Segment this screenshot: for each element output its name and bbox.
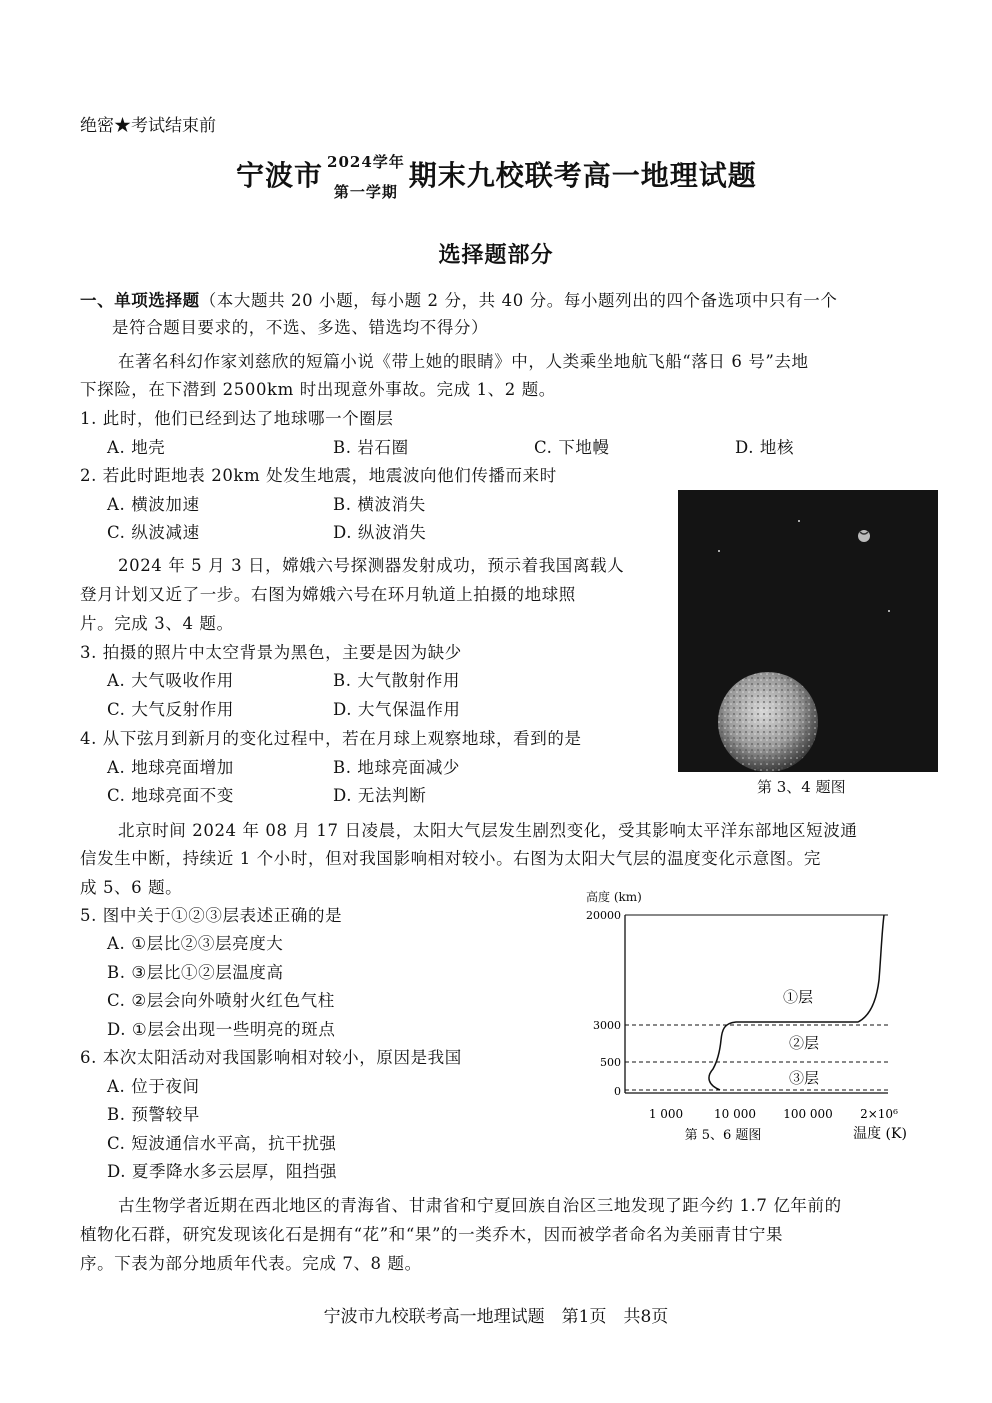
chart-xlabel: 温度 (K) [853,1126,907,1142]
passage4-line3: 序。下表为部分地质年代表。完成 7、8 题。 [80,1254,422,1273]
passage3-line1: 北京时间 2024 年 08 月 17 日凌晨，太阳大气层发生剧烈变化，受其影响太平洋东部地区短波通 [118,821,858,840]
q1-option-a: A. 地壳 [107,438,166,457]
y-tick-label: 500 [600,1056,621,1069]
photo-caption: 第 3、4 题图 [757,778,846,796]
solar-atmosphere-chart [568,885,928,1145]
x-tick-label: 10 000 [714,1107,756,1121]
layer-label-2: ②层 [788,1034,820,1052]
q6-option-c: C. 短波通信水平高，抗干扰强 [107,1134,337,1153]
q2-option-b: B. 横波消失 [333,495,426,514]
q3-option-d: D. 大气保温作用 [333,700,461,719]
layer-label-1: ①层 [782,988,814,1006]
passage1-line1: 在著名科幻作家刘慈欣的短篇小说《带上她的眼睛》中，人类乘坐地航飞船“落日 6 号”去地 [118,352,809,371]
passage1-line2: 下探险，在下潜到 2500km 时出现意外事故。完成 1、2 题。 [80,380,556,399]
x-tick-label: 2×10⁶ [860,1107,898,1121]
section-title: 选择题部分 [438,242,554,268]
q6-option-a: A. 位于夜间 [107,1077,200,1096]
earth-from-moon-photo [678,490,938,772]
q4-option-c: C. 地球亮面不变 [107,786,234,805]
q1-option-c: C. 下地幔 [534,438,610,457]
part1-desc-1: （本大题共 20 小题，每小题 2 分，共 40 分。每小题列出的四个备选项中只有一个 [199,291,838,310]
y-tick-label: 0 [614,1085,621,1098]
passage2-line1: 2024 年 5 月 3 日，嫦娥六号探测器发射成功，预示着我国离载人 [118,556,625,575]
x-tick-label: 100 000 [783,1107,833,1121]
chart-ylabel: 高度 (km) [586,890,642,904]
q5-option-c: C. ②层会向外喷射火红色气柱 [107,991,335,1010]
q6-option-d: D. 夏季降水多云层厚，阻挡强 [107,1162,338,1181]
part1-heading-line [80,290,837,312]
q5-option-a: A. ①层比②③层亮度大 [107,934,284,953]
part1-desc-2: 是符合题目要求的，不选、多选、错选均不得分） [112,318,489,337]
q2-option-a: A. 横波加速 [107,495,200,514]
q3-stem: 3. 拍摄的照片中太空背景为黑色，主要是因为缺少 [80,643,462,662]
passage4-line1: 古生物学者近期在西北地区的青海省、甘肃省和宁夏回族自治区三地发现了距今约 1.7 亿年前的 [118,1196,842,1215]
q4-option-a: A. 地球亮面增加 [107,758,234,777]
page-footer: 宁波市九校联考高一地理试题 第1页 共8页 [323,1307,669,1327]
confidential-label: 绝密★考试结束前 [80,116,216,136]
q4-option-b: B. 地球亮面减少 [333,758,461,777]
q5-option-d: D. ①层会出现一些明亮的斑点 [107,1020,336,1039]
q4-stem: 4. 从下弦月到新月的变化过程中，若在月球上观察地球，看到的是 [80,729,582,748]
title-subject: 期末九校联考高一地理试题 [408,159,757,192]
passage4-line2: 植物化石群，研究发现该化石是拥有“花”和“果”的一类乔木，因而被学者命名为美丽青甘宁果 [80,1225,784,1244]
title-year: 2024学年 [327,153,405,171]
photo-graphic [678,490,938,772]
exam-title [236,153,757,201]
title-year-term [327,153,405,201]
q3-option-a: A. 大气吸收作用 [107,671,234,690]
x-tick-label: 1 000 [648,1107,684,1121]
passage3-line2: 信发生中断，持续近 1 个小时，但对我国影响相对较小。右图为太阳大气层的温度变化示意图。完 [80,849,821,868]
title-term: 第一学期 [333,183,398,201]
passage2-line3: 片。完成 3、4 题。 [80,614,234,633]
chart-caption: 第 5、6 题图 [684,1128,762,1143]
q3-option-b: B. 大气散射作用 [333,671,461,690]
q2-option-d: D. 纵波消失 [333,523,427,542]
y-tick-label: 20000 [586,909,621,922]
moon-surface-icon [718,672,818,772]
earth-icon [858,530,870,542]
passage2-line2: 登月计划又近了一步。右图为嫦娥六号在环月轨道上拍摄的地球照 [80,585,576,604]
q6-option-b: B. 预警较早 [107,1105,200,1124]
q4-option-d: D. 无法判断 [333,786,427,805]
q5-option-b: B. ③层比①②层温度高 [107,963,284,982]
q2-option-c: C. 纵波减速 [107,523,200,542]
passage3-line3: 成 5、6 题。 [80,878,183,897]
q3-option-c: C. 大气反射作用 [107,700,234,719]
q1-option-b: B. 岩石圈 [333,438,409,457]
q1-option-d: D. 地核 [735,438,795,457]
part1-heading: 一、单项选择题 [80,291,200,310]
y-tick-label: 3000 [593,1019,621,1032]
layer-label-3: ③层 [788,1069,820,1087]
q6-stem: 6. 本次太阳活动对我国影响相对较小，原因是我国 [80,1048,462,1067]
q2-stem: 2. 若此时距地表 20km 处发生地震，地震波向他们传播而来时 [80,466,557,485]
q5-stem: 5. 图中关于①②③层表述正确的是 [80,906,343,925]
title-city: 宁波市 [236,159,324,192]
q1-stem: 1. 此时，他们已经到达了地球哪一个圈层 [80,409,394,428]
